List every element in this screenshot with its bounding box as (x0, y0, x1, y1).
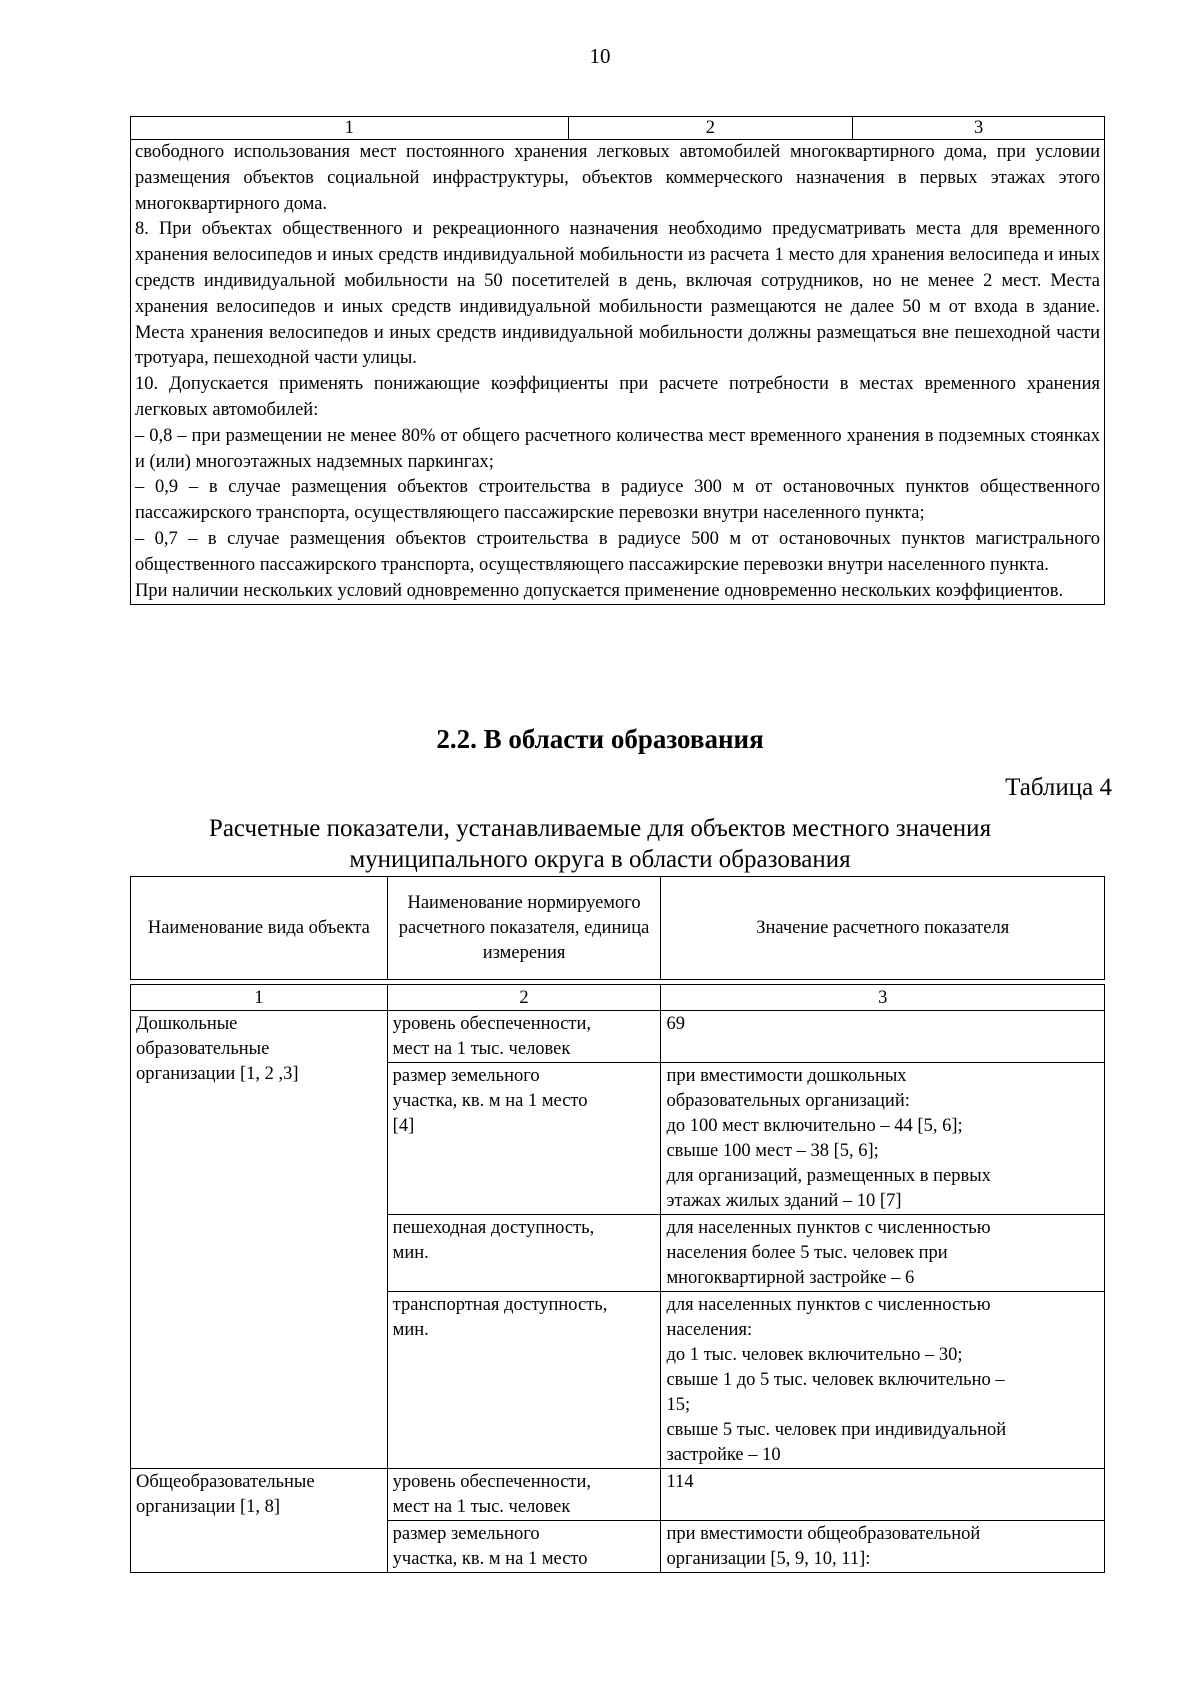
value-cell: 114 (661, 1469, 1105, 1521)
paragraph: – 0,9 – в случае размещения объектов строительства в радиусе 300 м от остановочных пунктов общественного пассажирского транспорта, осуществляющего пассажирские перевозки внутри населенного пункта; (135, 477, 1100, 524)
paragraph: – 0,8 – при размещении не менее 80% от общего расчетного количества мест временного хранения в подземных стоянках и (или) многоэтажных надземных паркингах; (135, 425, 1100, 472)
header-object-type: Наименование вида объекта (131, 877, 388, 980)
page-number: 10 (589, 44, 611, 68)
table-caption-line: Расчетные показатели, устанавливаемые для объектов местного значения (208, 815, 992, 842)
header-indicator: Наименование нормируемого расчетного показателя, единица измерения (387, 877, 661, 980)
indicator-cell: транспортная доступность, мин. (387, 1292, 661, 1469)
column-number: 1 (131, 985, 388, 1011)
value-cell: для населенных пунктов с численностью населения более 5 тыс. человек при многоквартирной застройке – 6 (661, 1215, 1105, 1292)
value-cell: при вместимости общеобразовательной организации [5, 9, 10, 11]: (661, 1521, 1105, 1573)
value-cell: 69 (661, 1011, 1105, 1063)
column-number: 2 (387, 985, 661, 1011)
continuation-table (130, 116, 1105, 605)
object-type-cell: Дошкольные образовательные организации [1, 2 ,3] (131, 1011, 388, 1469)
object-type-cell: Общеобразовательные организации [1, 8] (131, 1469, 388, 1573)
value-cell: для населенных пунктов с численностью населения: до 1 тыс. человек включительно – 30; свыше 1 до 5 тыс. человек включительно – 15; свыше 5 тыс. человек при индивидуальной застройке – 10 (661, 1292, 1105, 1469)
paragraph: свободного использования мест постоянного хранения легковых автомобилей многоквартирного дома, при условии размещения объектов социальной инфраструктуры, объектов коммерческого назначения в первых этажах этого многоквартирного дома. (135, 142, 1100, 214)
indicator-cell: уровень обеспеченности, мест на 1 тыс. человек (387, 1011, 661, 1063)
header-value: Значение расчетного показателя (661, 877, 1105, 980)
paragraph: 8. При объектах общественного и рекреационного назначения необходимо предусматривать места для временного хранения велосипедов и иных средств индивидуальной мобильности из расчета 1 место для хранения велосипеда и иных средств индивидуальной мобильности на 50 посетителей в день, включая сотрудников, но не менее 2 мест. Места хранения велосипедов и иных средств индивидуальной мобильности размещаются не далее 50 м от входа в здание. Места хранения велосипедов и иных средств индивидуальной мобильности должны размещаться вне пешеходной части тротуара, пешеходной части улицы. (135, 219, 1100, 369)
table-header-row (131, 877, 1105, 980)
table-caption-line: муниципального округа в области образования (349, 846, 851, 873)
column-number: 3 (853, 117, 1105, 140)
column-number: 1 (131, 117, 569, 140)
indicator-cell: размер земельного участка, кв. м на 1 место [4] (387, 1063, 661, 1215)
column-numbers-row (131, 985, 1105, 1011)
table-row (131, 1011, 1105, 1063)
indicator-cell: уровень обеспеченности, мест на 1 тыс. человек (387, 1469, 661, 1521)
continuation-text-cell (131, 140, 1105, 605)
paragraph: При наличии нескольких условий одновременно допускается применение одновременно нескольких коэффициентов. (135, 580, 1064, 601)
education-indicators-table (130, 876, 1105, 1573)
indicator-cell: пешеходная доступность, мин. (387, 1215, 661, 1292)
table-caption (0, 813, 1200, 875)
paragraph: – 0,7 – в случае размещения объектов строительства в радиусе 500 м от остановочных пунктов магистрального общественного пассажирского транспорта, осуществляющего пассажирские перевозки внутри населенного пункта. (135, 528, 1100, 575)
table-label: Таблица 4 (1005, 774, 1112, 801)
paragraph: 10. Допускается применять понижающие коэффициенты при расчете потребности в местах временного хранения легковых автомобилей: (135, 374, 1100, 420)
column-number: 3 (661, 985, 1105, 1011)
continuation-column-numbers (131, 117, 1105, 140)
column-number: 2 (568, 117, 853, 140)
value-cell: при вместимости дошкольных образовательных организаций: до 100 мест включительно – 44 [5, 6]; свыше 100 мест – 38 [5, 6]; для организаций, размещенных в первых этажах жилых зданий – 10 [7] (661, 1063, 1105, 1215)
indicator-cell: размер земельного участка, кв. м на 1 место (387, 1521, 661, 1573)
table-row (131, 1469, 1105, 1521)
section-heading: 2.2. В области образования (436, 724, 764, 754)
